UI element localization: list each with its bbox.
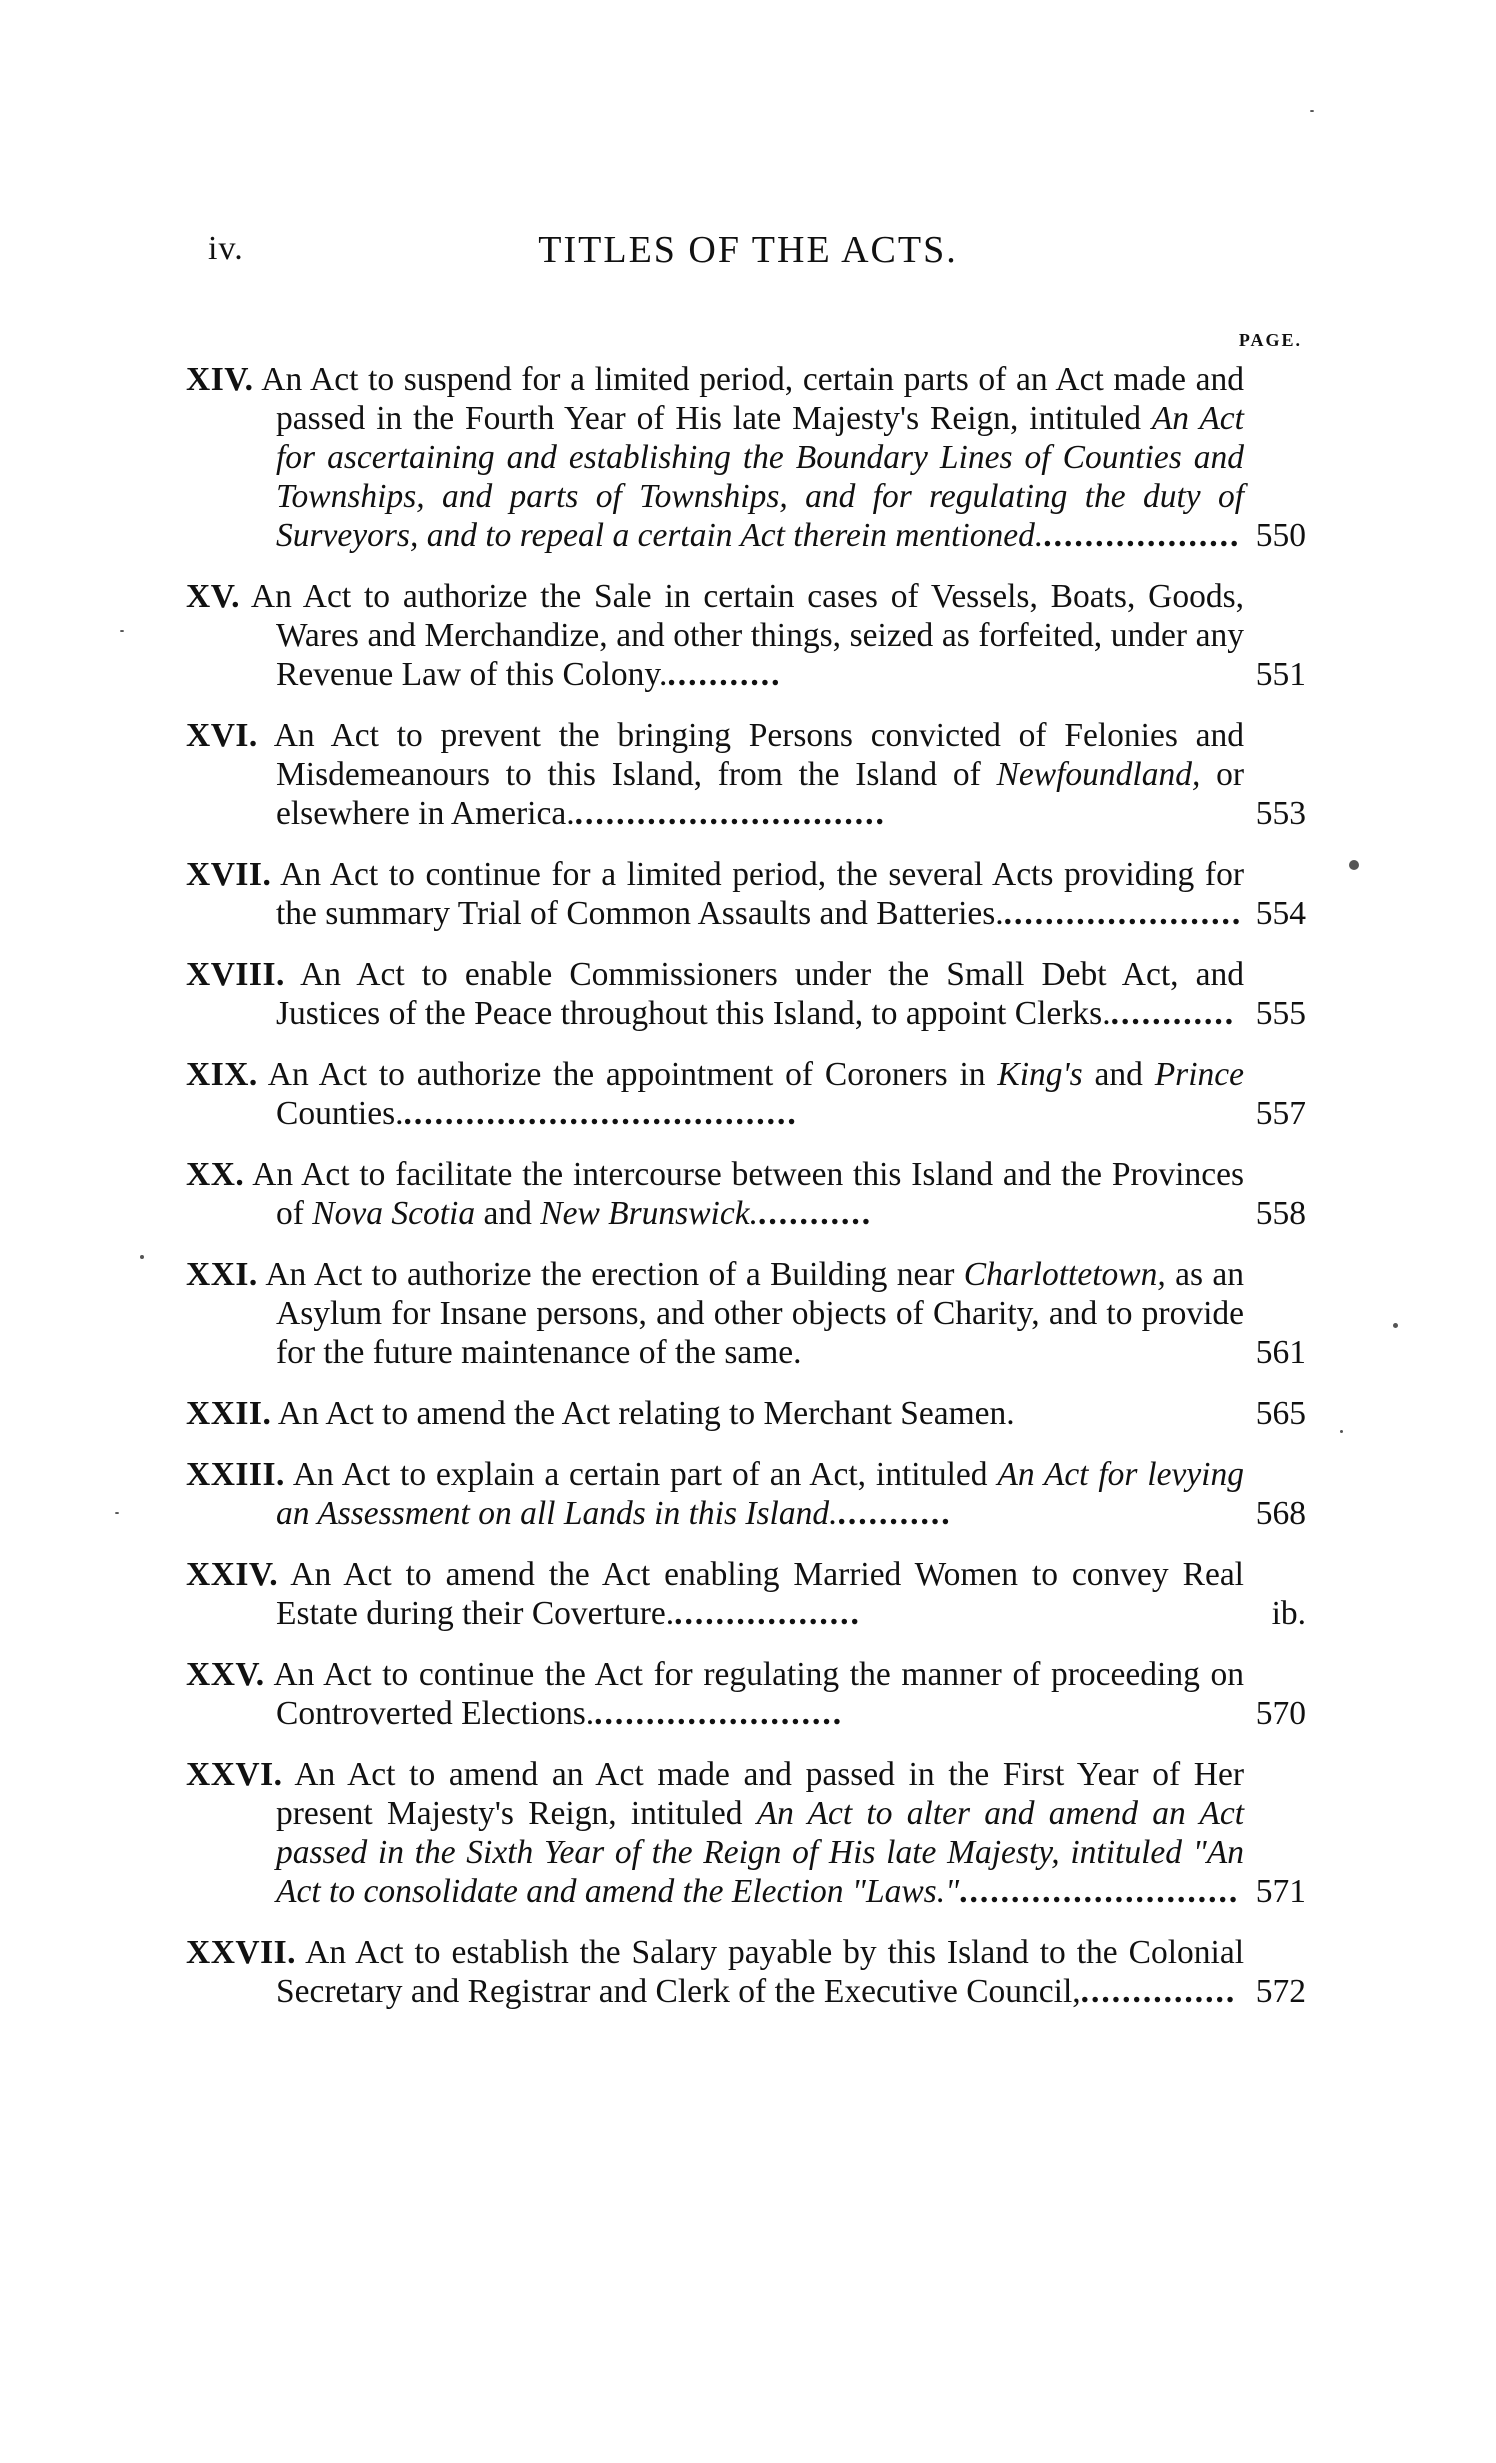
dot-leader: ...................................... xyxy=(403,1095,798,1132)
act-numeral: XVII. xyxy=(186,856,272,893)
act-title-text: and xyxy=(475,1195,541,1232)
act-entry-text xyxy=(186,577,1244,694)
page-reference: 555 xyxy=(1255,995,1306,1032)
acts-list xyxy=(186,360,1306,2033)
act-numeral: XXIV. xyxy=(186,1556,279,1593)
act-title-italic: Charlottetown, xyxy=(963,1256,1166,1293)
act-title-text: An Act to authorize the Sale in certain cases of Vessels, Boats, Goods, Wares and Merchandize, and other things, seized as forfeited, under any Revenue Law of this Colony. xyxy=(239,578,1244,693)
page-reference: 553 xyxy=(1255,795,1306,832)
act-numeral: XXVI. xyxy=(186,1756,283,1793)
act-entry xyxy=(186,1255,1306,1372)
act-title-text: and xyxy=(1082,1056,1155,1093)
act-title-text: An Act to authorize the appointment of Coroners in xyxy=(257,1056,998,1093)
act-entry-text xyxy=(186,1455,1244,1533)
dot-leader: .............................. xyxy=(574,795,886,832)
act-title-text: as an Asylum for Insane persons, and other objects of Charity, and to provide for the future maintenance of the same. xyxy=(276,1256,1244,1371)
act-numeral: XXII. xyxy=(186,1395,272,1432)
act-entry xyxy=(186,1394,1306,1433)
act-numeral: XX. xyxy=(186,1156,245,1193)
page-reference: 571 xyxy=(1255,1873,1306,1910)
act-entry xyxy=(186,1655,1306,1733)
act-numeral: XIX. xyxy=(186,1056,258,1093)
act-entry-text xyxy=(186,1055,1244,1133)
act-entry xyxy=(186,1555,1306,1633)
act-entry-text xyxy=(186,1255,1244,1372)
page-reference: 565 xyxy=(1255,1395,1306,1432)
dot-leader: .................. xyxy=(674,1595,861,1632)
act-numeral: XVI. xyxy=(186,717,258,754)
act-entry-text xyxy=(186,955,1244,1033)
act-entry-text xyxy=(186,1655,1244,1733)
act-title-text: An Act to explain a certain part of an Act, intituled xyxy=(284,1456,998,1493)
dot-leader: ............ xyxy=(1110,995,1236,1032)
print-speck xyxy=(120,630,124,632)
act-title-text: An Act to continue the Act for regulating the manner of proceeding on Controverted Elections. xyxy=(264,1656,1244,1732)
page-reference: 557 xyxy=(1255,1095,1306,1132)
page-reference: 551 xyxy=(1255,656,1306,693)
print-speck xyxy=(1349,860,1359,870)
print-speck xyxy=(140,1255,144,1259)
act-title-text: An Act to continue for a limited period, the several Acts providing for the summary Trial of Common Assaults and Batteries. xyxy=(271,856,1244,932)
act-entry xyxy=(186,1455,1306,1533)
dot-leader: ............... xyxy=(1080,1973,1237,2010)
dot-leader: ........... xyxy=(837,1495,952,1532)
act-entry-text xyxy=(186,1755,1244,1911)
act-entry-text xyxy=(186,855,1244,933)
act-numeral: XV. xyxy=(186,578,240,615)
page-reference: 554 xyxy=(1255,895,1306,932)
act-entry xyxy=(186,360,1306,555)
act-title-text: An Act to authorize the erection of a Building near xyxy=(257,1256,964,1293)
act-title-italic: An Act for levying an Assessment on all Lands in this Island. xyxy=(276,1456,1244,1532)
act-title-italic: King's xyxy=(997,1056,1083,1093)
act-numeral: XXVII. xyxy=(186,1934,297,1971)
act-title-italic: New Brunswick. xyxy=(540,1195,758,1232)
act-numeral: XXIII. xyxy=(186,1456,285,1493)
act-title-text: An Act to amend the Act enabling Married Women to convey Real Estate during their Coverture. xyxy=(276,1556,1244,1632)
print-speck xyxy=(1310,110,1314,112)
dot-leader: ........................ xyxy=(594,1695,844,1732)
page-reference: 550 xyxy=(1255,517,1306,554)
page-reference: 572 xyxy=(1255,1973,1306,2010)
page-reference: 570 xyxy=(1255,1695,1306,1732)
act-title-text: An Act to amend the Act relating to Merchant Seamen. xyxy=(271,1395,1015,1432)
dot-leader: ........... xyxy=(757,1195,873,1232)
act-title-text: An Act to amend an Act made and passed in the First Year of Her present Majesty's Reign, intituled xyxy=(276,1756,1244,1832)
act-entry xyxy=(186,1055,1306,1133)
act-title-italic: An Act for ascertaining and establishing the Boundary Lines of Counties and Townships, and parts of Townships, and for regulating the duty of Surveyors, and to repeal a certain Act therein mentioned. xyxy=(276,400,1244,554)
act-entry xyxy=(186,855,1306,933)
act-title-italic: Newfoundland, xyxy=(996,756,1201,793)
act-title-text: An Act to suspend for a limited period, certain parts of an Act made and passed in the Fourth Year of His late Majesty's Reign, intituled xyxy=(253,361,1244,437)
act-entry-text xyxy=(186,716,1244,833)
act-entry-text xyxy=(186,1555,1244,1633)
running-title: TITLES OF THE ACTS. xyxy=(538,229,958,271)
act-numeral: XVIII. xyxy=(186,956,285,993)
act-title-italic: Prince xyxy=(1154,1056,1244,1093)
act-numeral: XXV. xyxy=(186,1656,265,1693)
act-entry xyxy=(186,955,1306,1033)
act-numeral: XXI. xyxy=(186,1256,258,1293)
act-title-text: An Act to prevent the bringing Persons convicted of Felonies and Misdemeanours to this Island, from the Island of xyxy=(257,717,1244,793)
page-column-label: PAGE. xyxy=(1238,330,1302,350)
act-entry xyxy=(186,577,1306,694)
act-title-text: An Act to enable Commissioners under the Small Debt Act, and Justices of the Peace throughout this Island, to appoint Clerks. xyxy=(276,956,1244,1032)
page-reference: 561 xyxy=(1255,1334,1306,1371)
act-entry-text xyxy=(186,360,1244,555)
act-title-italic: An Act to alter and amend an Act passed in the Sixth Year of the Reign of His late Majesty, intituled "An Act to consolidate and amend the Election "Laws." xyxy=(276,1795,1245,1910)
page-reference: ib. xyxy=(1271,1595,1306,1632)
act-title-italic: Nova Scotia xyxy=(312,1195,476,1232)
print-speck xyxy=(1340,1430,1343,1433)
page-reference: 558 xyxy=(1255,1195,1306,1232)
act-entry xyxy=(186,716,1306,833)
page-number: iv. xyxy=(208,230,244,267)
act-entry xyxy=(186,1155,1306,1233)
print-speck xyxy=(1393,1323,1398,1328)
page-reference: 568 xyxy=(1255,1495,1306,1532)
dot-leader: ................... xyxy=(1043,517,1241,554)
act-entry xyxy=(186,1933,1306,2011)
dot-leader: ....................... xyxy=(1003,895,1243,932)
act-title-text: Counties. xyxy=(276,1095,404,1132)
print-speck xyxy=(115,1512,119,1514)
act-numeral: XIV. xyxy=(186,361,254,398)
act-title-text: An Act to establish the Salary payable by this Island to the Colonial Secretary and Registrar and Clerk of the Executive Council, xyxy=(276,1934,1244,2010)
act-entry-text xyxy=(186,1933,1244,2011)
act-entry xyxy=(186,1755,1306,1911)
act-title-text: An Act to facilitate the intercourse between this Island and the Provinces of xyxy=(244,1156,1244,1232)
dot-leader: ........................... xyxy=(959,1873,1240,1910)
act-entry-text xyxy=(186,1155,1244,1233)
act-title-text: or elsewhere in America. xyxy=(276,756,1245,832)
act-entry-text xyxy=(186,1394,1244,1433)
dot-leader: ........... xyxy=(667,656,782,693)
